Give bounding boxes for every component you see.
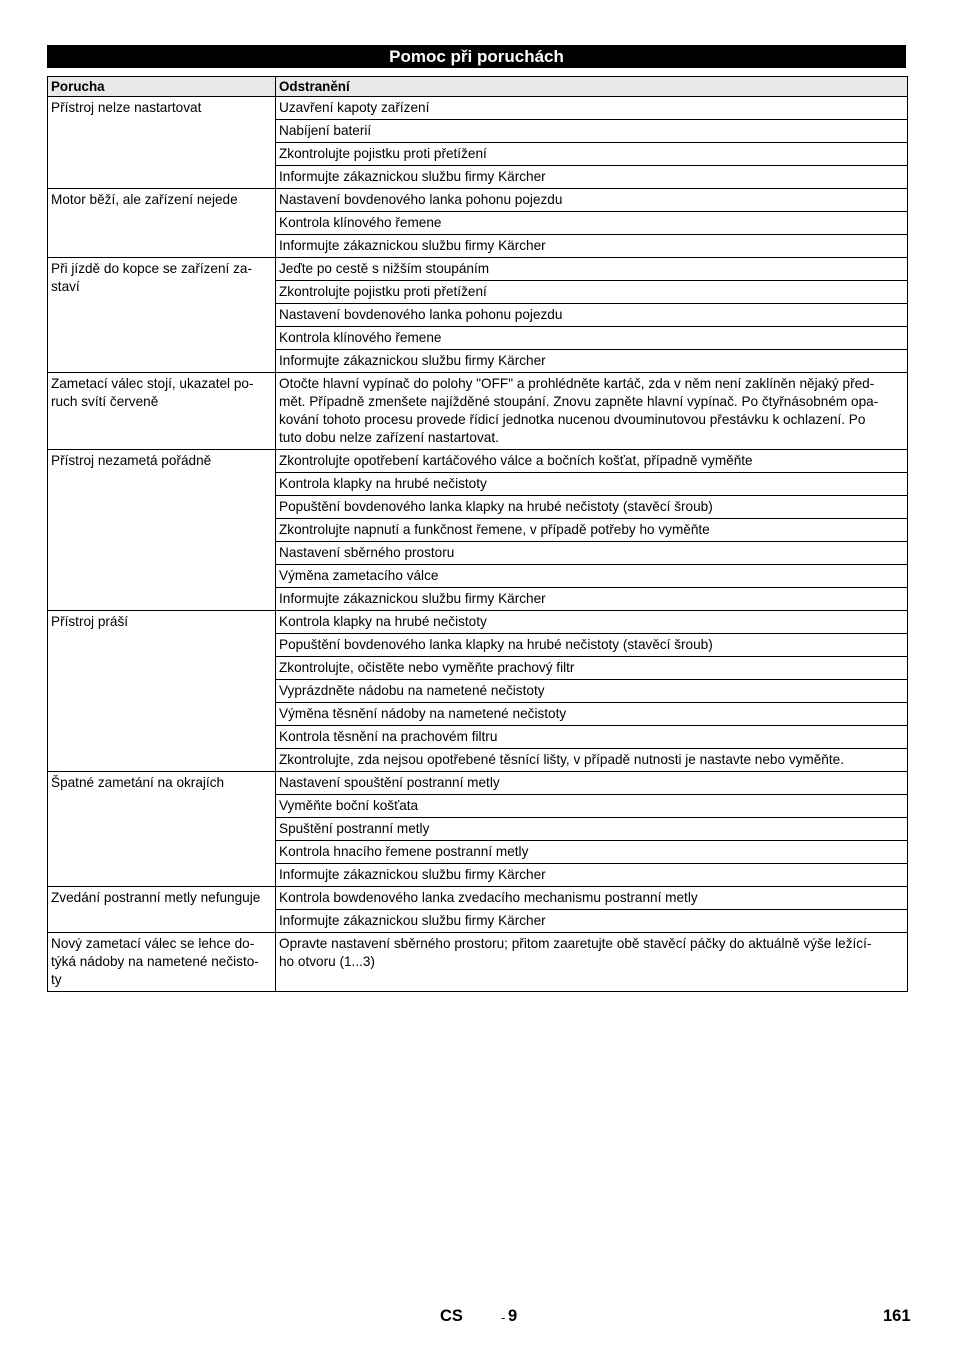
header-remedy: Odstranění bbox=[276, 77, 908, 97]
remedy-cell: Kontrola hnacího řemene postranní metly bbox=[276, 841, 908, 864]
remedy-cell: Nastavení bovdenového lanka pohonu pojezdu bbox=[276, 304, 908, 327]
remedy-cell: Kontrola klínového řemene bbox=[276, 212, 908, 235]
fault-cell: Přístroj nelze nastartovat bbox=[48, 97, 276, 189]
remedy-cell: Popuštění bovdenového lanka klapky na hrubé nečistoty (stavěcí šroub) bbox=[276, 496, 908, 519]
remedy-cell: Spuštění postranní metly bbox=[276, 818, 908, 841]
fault-cell: Přístroj nezametá pořádně bbox=[48, 450, 276, 611]
remedy-cell: Informujte zákaznickou službu firmy Kärcher bbox=[276, 350, 908, 373]
remedy-cell: Zkontrolujte pojistku proti přetížení bbox=[276, 281, 908, 304]
remedy-cell: Informujte zákaznickou službu firmy Kärcher bbox=[276, 166, 908, 189]
header-fault: Porucha bbox=[48, 77, 276, 97]
fault-cell: Zvedání postranní metly nefunguje bbox=[48, 887, 276, 933]
remedy-cell: Zkontrolujte opotřebení kartáčového válce a bočních košťat, případně vyměňte bbox=[276, 450, 908, 473]
remedy-cell: Informujte zákaznickou službu firmy Kärcher bbox=[276, 588, 908, 611]
table-header-row bbox=[48, 77, 908, 97]
fault-cell: Přístroj práší bbox=[48, 611, 276, 772]
remedy-cell: Uzavření kapoty zařízení bbox=[276, 97, 908, 120]
remedy-cell: Vyprázdněte nádobu na nametené nečistoty bbox=[276, 680, 908, 703]
table-row bbox=[48, 189, 908, 212]
remedy-cell: Kontrola těsnění na prachovém filtru bbox=[276, 726, 908, 749]
remedy-cell: Zkontrolujte, očistěte nebo vyměňte prachový filtr bbox=[276, 657, 908, 680]
table-row bbox=[48, 772, 908, 795]
language-code: CS bbox=[440, 1307, 463, 1325]
remedy-cell: Otočte hlavní vypínač do polohy "OFF" a prohlédněte kartáč, zda v něm není zaklíněn nějaký před- mět. Případně zmenšete najížděné stoupání. Znovu zapněte hlavní vypínač. Po čtyřnásobném opa- kování tohoto procesu provede řídicí jednotka nucenou dvouminutovou přestávku k ochlazení. Po tuto dobu nelze zařízení nastartovat. bbox=[276, 373, 908, 450]
table-row bbox=[48, 933, 908, 992]
fault-cell: Nový zametací válec se lehce do- týká nádoby na nametené nečisto- ty bbox=[48, 933, 276, 992]
table-row bbox=[48, 611, 908, 634]
remedy-cell: Informujte zákaznickou službu firmy Kärcher bbox=[276, 235, 908, 258]
remedy-cell: Informujte zákaznickou službu firmy Kärcher bbox=[276, 910, 908, 933]
remedy-cell: Popuštění bovdenového lanka klapky na hrubé nečistoty (stavěcí šroub) bbox=[276, 634, 908, 657]
remedy-cell: Výměna těsnění nádoby na nametené nečistoty bbox=[276, 703, 908, 726]
remedy-cell: Zkontrolujte napnutí a funkčnost řemene, v případě potřeby ho vyměňte bbox=[276, 519, 908, 542]
page-title: Pomoc při poruchách bbox=[47, 45, 906, 68]
footer-dash: - bbox=[501, 1310, 506, 1325]
troubleshooting-table bbox=[47, 76, 908, 992]
fault-cell: Při jízdě do kopce se zařízení za- staví bbox=[48, 258, 276, 373]
remedy-cell: Vyměňte boční košťata bbox=[276, 795, 908, 818]
remedy-cell: Opravte nastavení sběrného prostoru; přitom zaaretujte obě stavěcí páčky do aktuálně výše ležící- ho otvoru (1...3) bbox=[276, 933, 908, 992]
table-body bbox=[48, 97, 908, 992]
page-number: 161 bbox=[883, 1307, 911, 1325]
remedy-cell: Nabíjení baterií bbox=[276, 120, 908, 143]
remedy-cell: Zkontrolujte, zda nejsou opotřebené těsnící lišty, v případě nutnosti je nastavte nebo vyměňte. bbox=[276, 749, 908, 772]
table-row bbox=[48, 258, 908, 281]
table-row bbox=[48, 97, 908, 120]
remedy-cell: Nastavení bovdenového lanka pohonu pojezdu bbox=[276, 189, 908, 212]
section-page-number: 9 bbox=[508, 1307, 518, 1325]
table-row bbox=[48, 450, 908, 473]
remedy-cell: Nastavení sběrného prostoru bbox=[276, 542, 908, 565]
remedy-cell: Kontrola klapky na hrubé nečistoty bbox=[276, 611, 908, 634]
remedy-cell: Kontrola klapky na hrubé nečistoty bbox=[276, 473, 908, 496]
fault-cell: Motor běží, ale zařízení nejede bbox=[48, 189, 276, 258]
remedy-cell: Jeďte po cestě s nižším stoupáním bbox=[276, 258, 908, 281]
remedy-cell: Nastavení spouštění postranní metly bbox=[276, 772, 908, 795]
remedy-cell: Kontrola bowdenového lanka zvedacího mechanismu postranní metly bbox=[276, 887, 908, 910]
remedy-cell: Zkontrolujte pojistku proti přetížení bbox=[276, 143, 908, 166]
table-row bbox=[48, 373, 908, 450]
remedy-cell: Výměna zametacího válce bbox=[276, 565, 908, 588]
remedy-cell: Informujte zákaznickou službu firmy Kärcher bbox=[276, 864, 908, 887]
fault-cell: Zametací válec stojí, ukazatel po- ruch svítí červeně bbox=[48, 373, 276, 450]
remedy-cell: Kontrola klínového řemene bbox=[276, 327, 908, 350]
table-row bbox=[48, 887, 908, 910]
fault-cell: Špatné zametání na okrajích bbox=[48, 772, 276, 887]
